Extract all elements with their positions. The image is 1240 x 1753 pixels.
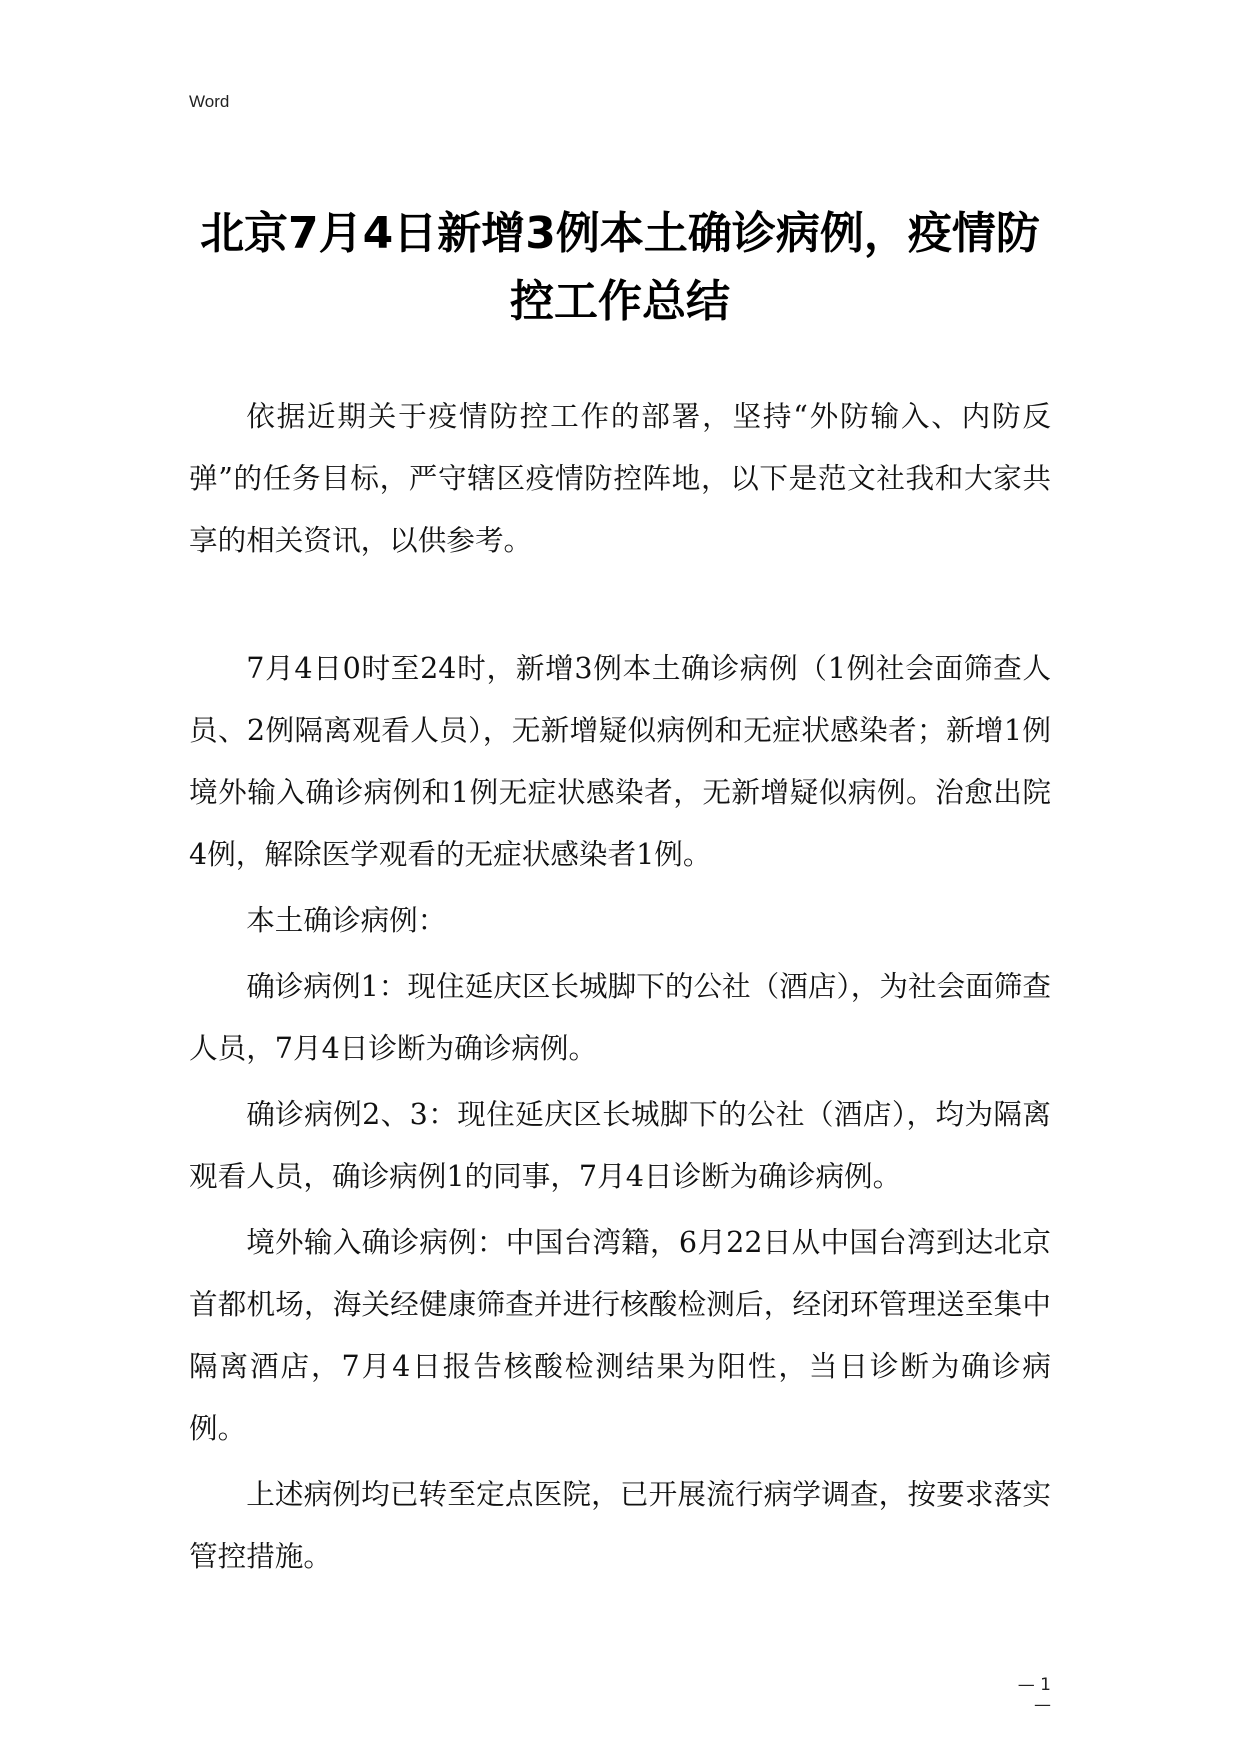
imported-case-paragraph: 境外输入确诊病例：中国台湾籍，6月22日从中国台湾到达北京首都机场，海关经健康筛查并进行核酸检测后，经闭环管理送至集中隔离酒店，7月4日报告核酸检测结果为阳性，当日诊断为确诊病例。 [189,1225,1051,1445]
document-body [189,385,1051,1591]
page-number: — 1 — [1017,1675,1051,1715]
intro-paragraph: 依据近期关于疫情防控工作的部署，坚持“外防输入、内防反弹”的任务目标，严守辖区疫情防控阵地，以下是范文社我和大家共享的相关资讯，以供参考。 [189,399,1051,557]
header-label: Word [189,92,230,111]
case-2-3-paragraph: 确诊病例2、3：现住延庆区长城脚下的公社（酒店），均为隔离观看人员，确诊病例1的同事，7月4日诊断为确诊病例。 [189,1097,1051,1193]
case-1-paragraph: 确诊病例1：现住延庆区长城脚下的公社（酒店），为社会面筛查人员，7月4日诊断为确诊病例。 [189,969,1051,1065]
document-title: 北京7月4日新增3例本土确诊病例，疫情防控工作总结 [200,208,1040,327]
measures-paragraph: 上述病例均已转至定点医院，已开展流行病学调查，按要求落实管控措施。 [189,1477,1051,1573]
summary-paragraph: 7月4日0时至24时，新增3例本土确诊病例（1例社会面筛查人员、2例隔离观看人员），无新增疑似病例和无症状感染者；新增1例境外输入确诊病例和1例无症状感染者，无新增疑似病例。治愈出院4例，解除医学观看的无症状感染者1例。 [189,651,1051,871]
local-cases-heading: 本土确诊病例： [246,903,447,937]
